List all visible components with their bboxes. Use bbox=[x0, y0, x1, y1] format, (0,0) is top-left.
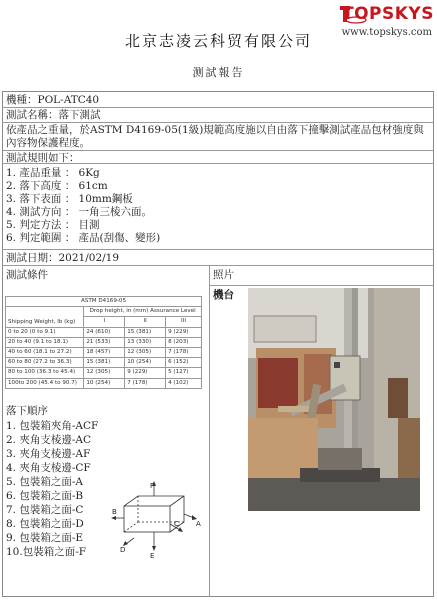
sequence-item: 9. 包裝箱之面-E bbox=[6, 532, 84, 544]
table-row bbox=[6, 358, 202, 368]
website-link[interactable]: www.topskys.com bbox=[341, 27, 432, 38]
height-cell: 5 (127) bbox=[166, 368, 202, 378]
height-cell: 4 (102) bbox=[166, 378, 202, 388]
height-cell: 13 (330) bbox=[125, 337, 166, 347]
height-cell: 12 (305) bbox=[84, 368, 125, 378]
rule-item: 3. 落下表面 ： 10mm鋼板 bbox=[6, 193, 133, 205]
weight-cell: 60 to 80 (27.2 to 36.3) bbox=[6, 358, 84, 368]
drop-sequence-title: 落下順序 bbox=[6, 405, 48, 417]
height-cell: 9 (229) bbox=[166, 327, 202, 337]
divider bbox=[2, 150, 434, 151]
test-description: 依產品之重量，於ASTM D4169-05(1級)規範高度施以自由落下撞擊測試產品包材強度與內容物保護程度。 bbox=[6, 124, 424, 149]
height-cell: 6 (152) bbox=[166, 358, 202, 368]
divider bbox=[209, 285, 434, 286]
rule-item: 4. 測試方向 ： 一角三棱六面。 bbox=[6, 206, 153, 218]
weight-cell: 40 to 60 (18.1 to 27.2) bbox=[6, 347, 84, 357]
table-row bbox=[6, 327, 202, 337]
rule-item: 1. 產品重量 ： 6Kg bbox=[6, 167, 100, 179]
table-row bbox=[6, 378, 202, 388]
report-title: 测試報告 bbox=[192, 66, 245, 79]
table-title: ASTM D4169-05 bbox=[6, 297, 202, 307]
table-row bbox=[6, 337, 202, 347]
sequence-item: 1. 包裝箱夾角-ACF bbox=[6, 420, 99, 432]
divider bbox=[2, 122, 434, 123]
rule-item: 2. 落下高度 ： 61cm bbox=[6, 180, 108, 192]
cube-label-d: D bbox=[120, 546, 126, 554]
rule-item: 6. 判定範圍 ： 產品(刮傷、變形) bbox=[6, 232, 161, 244]
height-cell: 10 (254) bbox=[84, 378, 125, 388]
drop-tester-image bbox=[248, 288, 420, 511]
rule-item: 5. 判定方法 ： 目測 bbox=[6, 219, 100, 231]
conditions-label: 測試條件 bbox=[6, 269, 48, 281]
machine-photo bbox=[248, 288, 420, 511]
test-date: 測試日期：2021/02/19 bbox=[6, 252, 120, 264]
column-divider bbox=[209, 265, 210, 597]
sequence-item: 3. 夾角支棱邊-AF bbox=[6, 448, 91, 460]
company-name: 北京志凌云科贸有限公司 bbox=[124, 32, 312, 50]
table-row bbox=[6, 368, 202, 378]
height-cell: 7 (178) bbox=[125, 378, 166, 388]
height-cell: 24 (610) bbox=[84, 327, 125, 337]
weight-cell: 0 to 20 (0 to 9.1) bbox=[6, 327, 84, 337]
cube-label-e: E bbox=[150, 552, 155, 558]
level-header: II bbox=[125, 317, 166, 327]
weight-header: Shipping Weight, lb (kg) bbox=[6, 307, 84, 327]
sequence-item: 4. 夾角支棱邊-CF bbox=[6, 462, 91, 474]
level-header: III bbox=[166, 317, 202, 327]
height-cell: 15 (381) bbox=[125, 327, 166, 337]
height-cell: 8 (203) bbox=[166, 337, 202, 347]
sequence-item: 6. 包裝箱之面-B bbox=[6, 490, 84, 502]
height-cell: 21 (533) bbox=[84, 337, 125, 347]
model-field: 機種：POL-ATC40 bbox=[6, 94, 100, 106]
cube-label-a: A bbox=[196, 520, 201, 528]
sequence-item: 2. 夾角支棱邊-AC bbox=[6, 434, 92, 446]
sequence-item: 5. 包裝箱之面-A bbox=[6, 476, 83, 488]
cube-label-f: F bbox=[150, 482, 155, 490]
cube-label-b: B bbox=[112, 508, 117, 516]
astm-drop-table bbox=[5, 296, 202, 389]
sequence-item: 10.包裝箱之面-F bbox=[6, 546, 87, 558]
height-cell: 7 (178) bbox=[166, 347, 202, 357]
sequence-item: 7. 包裝箱之面-C bbox=[6, 504, 84, 516]
divider bbox=[2, 265, 434, 266]
machine-label: 機台 bbox=[213, 289, 234, 301]
weight-cell: 80 to 100 (36.3 to 45.4) bbox=[6, 368, 84, 378]
cube-label-c: C bbox=[174, 520, 179, 528]
sequence-item: 8. 包裝箱之面-D bbox=[6, 518, 84, 530]
table-row bbox=[6, 347, 202, 357]
height-cell: 9 (229) bbox=[125, 368, 166, 378]
divider bbox=[2, 249, 434, 250]
level-header: I bbox=[84, 317, 125, 327]
divider bbox=[2, 107, 434, 108]
photo-label: 照片 bbox=[213, 269, 234, 281]
height-cell: 18 (457) bbox=[84, 347, 125, 357]
cube-orientation-diagram bbox=[110, 478, 206, 558]
height-cell: 15 (381) bbox=[84, 358, 125, 368]
test-name-field: 測試名稱：落下測試 bbox=[6, 109, 101, 121]
weight-cell: 100to 200 (45.4 to 90.7) bbox=[6, 378, 84, 388]
weight-cell: 20 to 40 (9.1 to 18.1) bbox=[6, 337, 84, 347]
rules-title: 測試規則如下： bbox=[6, 152, 80, 164]
height-cell: 12 (305) bbox=[125, 347, 166, 357]
logo-text: TOPSKYS bbox=[342, 4, 434, 24]
drop-height-header: Drop height, in (mm) Assurance Level bbox=[84, 307, 202, 317]
height-cell: 10 (254) bbox=[125, 358, 166, 368]
